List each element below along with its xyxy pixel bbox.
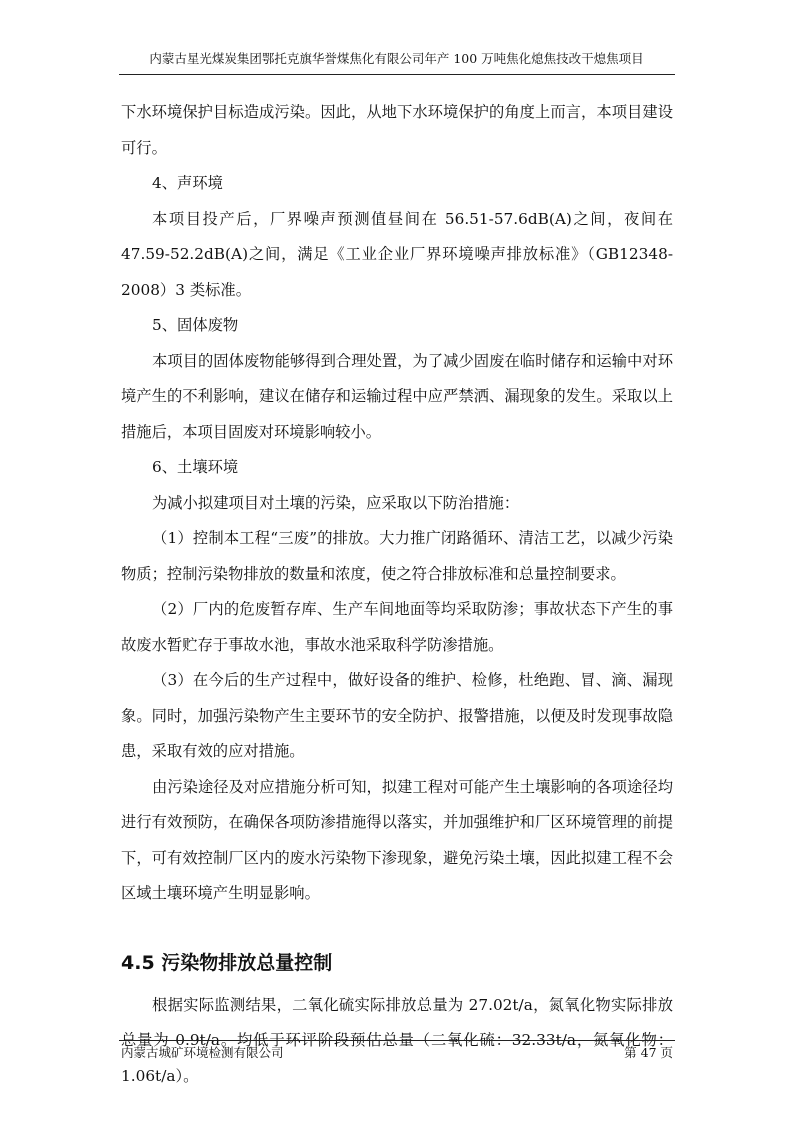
paragraph-soil-intro: 为减小拟建项目对土壤的污染，应采取以下防治措施： [152, 493, 520, 512]
page-number: 第 47 页 [624, 1045, 673, 1060]
paragraph-soil-conclusion: 由污染途径及对应措施分析可知，拟建工程对可能产生土壤影响的各项途径均进行有效预防，在确保各项防渗措施得以落实，并加强维护和厂区环境管理的前提下，可有效控制厂区内的废水污染物下渗现象，避免污染土壤，因此拟建工程不会区域土壤环境产生明显影响。 [121, 777, 673, 902]
paragraph-emission-totals: 根据实际监测结果，二氧化硫实际排放总量为 27.02t/a，氮氧化物实际排放总量为 0.9t/a。均低于环评阶段预估总量（二氧化硫：32.33t/a，氮氧化物：1.06t/a）。 [121, 995, 673, 1085]
page-body [121, 95, 673, 1094]
heading-soil-environment: 6、土壤环境 [152, 458, 239, 476]
heading-solid-waste: 5、固体废物 [152, 316, 239, 334]
heading-noise-environment: 4、声环境 [152, 174, 223, 192]
running-header: 内蒙古星光煤炭集团鄂托克旗华誉煤焦化有限公司年产 100 万吨焦化熄焦技改干熄焦项目 [149, 51, 644, 66]
paragraph-soil-measure-3: （3）在今后的生产过程中，做好设备的维护、检修，杜绝跑、冒、滴、漏现象。同时，加强污染物产生主要环节的安全防护、报警措施，以便及时发现事故隐患，采取有效的应对措施。 [121, 671, 673, 760]
section-heading-4-5: 4.5 污染物排放总量控制 [121, 951, 333, 974]
footer-company: 内蒙古城矿环境检测有限公司 [121, 1045, 284, 1060]
footer-divider [119, 1040, 675, 1041]
paragraph-soil-measure-1: （1）控制本工程“三废”的排放。大力推广闭路循环、清洁工艺，以减少污染物质；控制污染物排放的数量和浓度，使之符合排放标准和总量控制要求。 [121, 529, 673, 583]
header-divider [119, 74, 675, 75]
paragraph-groundwater-conclusion: 下水环境保护目标造成污染。因此，从地下水环境保护的角度上而言，本项目建设可行。 [121, 103, 673, 157]
paragraph-soil-measure-2: （2）厂内的危废暂存库、生产车间地面等均采取防渗；事故状态下产生的事故废水暂贮存于事故水池，事故水池采取科学防渗措施。 [121, 600, 673, 654]
paragraph-solid-waste: 本项目的固体废物能够得到合理处置，为了减少固废在临时储存和运输中对环境产生的不利影响，建议在储存和运输过程中应严禁洒、漏现象的发生。采取以上措施后，本项目固废对环境影响较小。 [121, 351, 673, 441]
paragraph-noise: 本项目投产后，厂界噪声预测值昼间在 56.51-57.6dB(A)之间，夜间在 47.59-52.2dB(A)之间，满足《工业企业厂界环境噪声排放标准》（GB12348-2008）3 类标准。 [121, 209, 673, 299]
